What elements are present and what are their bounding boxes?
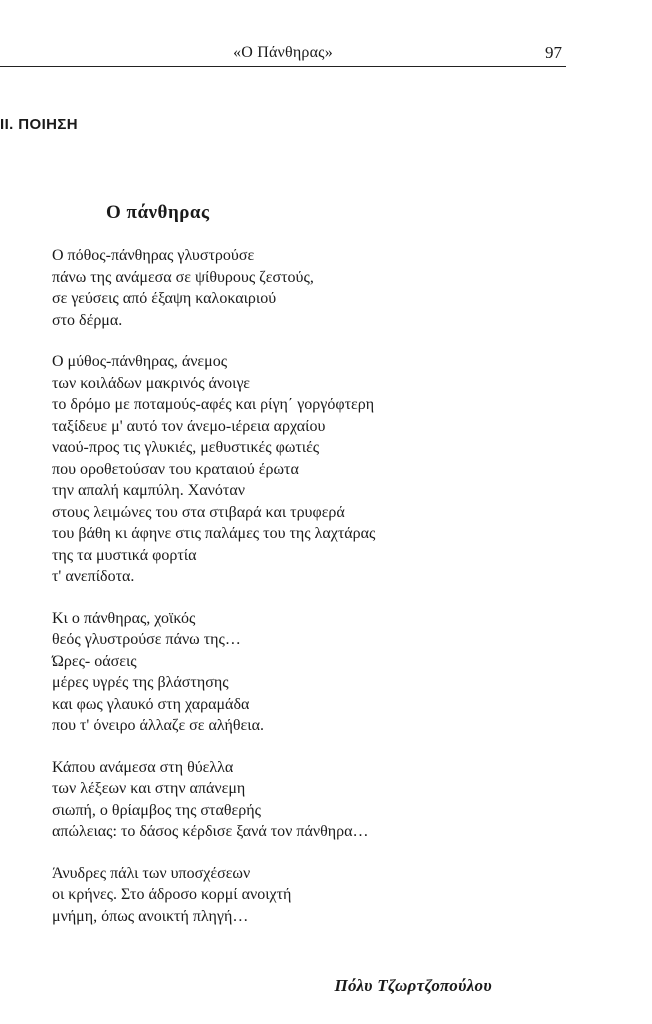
running-title: «Ο Πάνθηρας» (233, 44, 333, 61)
poem-line: που τ' όνειρο άλλαζε σε αλήθεια. (52, 717, 264, 734)
poem-stanza (52, 757, 612, 843)
poem-line: μέρες υγρές της βλάστησης (52, 674, 229, 691)
poem-line: των λέξεων και στην απάνεμη (52, 780, 246, 797)
poem-line: ναού-προς τις γλυκιές, μεθυστικές φωτιές (52, 439, 320, 456)
poem-line: θεός γλυστρούσε πάνω της… (52, 631, 241, 648)
poem-title: Ο πάνθηρας (106, 202, 210, 223)
poem-line: την απαλή καμπύλη. Χανόταν (52, 482, 245, 499)
author-signature: Πόλυ Τζωρτζοπούλου (334, 976, 492, 995)
poem-line: Ώρες- οάσεις (52, 652, 137, 670)
poem-line: οι κρήνες. Στο άδροσο κορμί ανοιχτή (52, 886, 292, 903)
poem-stanza (52, 245, 612, 331)
page-number: 97 (545, 43, 562, 62)
poem-line: των κοιλάδων μακρινός άνοιγε (52, 374, 250, 392)
poem-line: μνήμη, όπως ανοικτή πληγή… (52, 907, 249, 925)
poem-line: τ' ανεπίδοτα. (52, 568, 135, 585)
poem-line: της τα μυστικά φορτία (52, 546, 197, 564)
poem-stanza (52, 608, 612, 737)
poem-line: Κάπου ανάμεσα στη θύελλα (52, 758, 234, 776)
poem-body (52, 245, 612, 947)
poem-line: Άνυδρες πάλι των υποσχέσεων (52, 864, 251, 882)
poem-line: που οροθετούσαν του κραταιού έρωτα (52, 460, 299, 478)
poem-line: το δρόμο με ποταμούς-αφές και ρίγη΄ γοργόφτερη (52, 396, 375, 413)
running-header (0, 40, 566, 67)
poem-stanza (52, 351, 612, 588)
poem-line: Ο πόθος-πάνθηρας γλυστρούσε (52, 247, 255, 264)
poem-line: ταξίδευε μ' αυτό τον άνεμο-ιέρεια αρχαίου (52, 417, 326, 435)
section-heading: ΙΙ. ΠΟΙΗΣΗ (0, 116, 79, 133)
poem-line: σιωπή, ο θρίαμβος της σταθερής (52, 801, 261, 819)
poem-line: στους λειμώνες του στα στιβαρά και τρυφερά (52, 503, 345, 521)
poem-line: του βάθη κι άφηνε στις παλάμες του της λαχτάρας (52, 525, 376, 542)
poem-line: και φως γλαυκό στη χαραμάδα (52, 695, 250, 713)
poem-line: Ο μύθος-πάνθηρας, άνεμος (52, 353, 228, 370)
poem-line: απώλειας: το δάσος κέρδισε ξανά τον πάνθηρα… (52, 823, 369, 840)
poem-line: Κι ο πάνθηρας, χοϊκός (52, 609, 196, 627)
poem-line: πάνω της ανάμεσα σε ψίθυρους ζεστούς, (52, 268, 314, 286)
poem-line: σε γεύσεις από έξαψη καλοκαιριού (52, 290, 277, 307)
poem-line: στο δέρμα. (52, 311, 123, 329)
poem-stanza (52, 863, 612, 928)
